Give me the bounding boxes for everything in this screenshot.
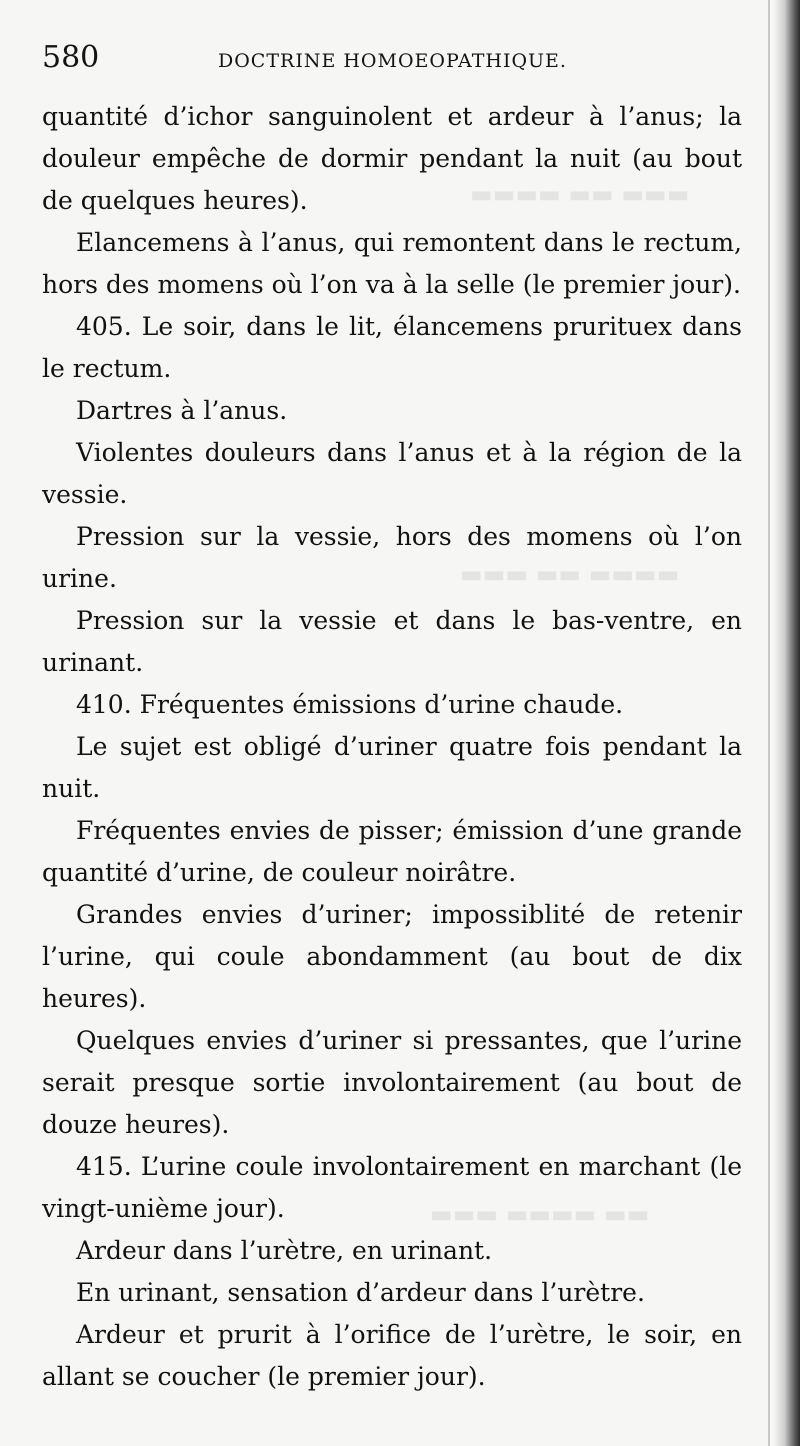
paragraph: quantité d’ichor sanguinolent et ardeur à l’anus; la douleur empêche de dormir pendant la nuit (au bout de quelques heures). xyxy=(42,102,742,215)
paragraph: Le sujet est obligé d’uriner quatre fois pendant la nuit. xyxy=(42,732,742,803)
running-head: DOCTRINE HOMOEOPATHIQUE. xyxy=(218,50,567,72)
paragraph: 415. L’urine coule involontairement en marchant (le vingt-unième jour). xyxy=(42,1152,742,1223)
page-number: 580 xyxy=(42,40,100,75)
paragraph: En urinant, sensation d’ardeur dans l’urètre. xyxy=(76,1278,645,1307)
paragraph: Dartres à l’anus. xyxy=(76,396,288,425)
paragraph: Grandes envies d’uriner; impossiblité de retenir l’urine, qui coule abondamment (au bout de dix heures). xyxy=(42,900,742,1013)
book-spine-edge xyxy=(774,0,800,1446)
paragraph: Fréquentes envies de pisser; émission d’une grande quantité d’urine, de couleur noirâtre. xyxy=(42,816,742,887)
paragraph: Ardeur dans l’urètre, en urinant. xyxy=(76,1236,493,1265)
page-header xyxy=(42,40,742,84)
show-through-mark: ▬▬▬ ▬▬ ▬▬▬▬ xyxy=(470,180,690,208)
paragraph: Violentes douleurs dans l’anus et à la région de la vessie. xyxy=(42,438,742,509)
paragraph: Quelques envies d’uriner si pressantes, que l’urine serait presque sortie involontairement (au bout de douze heures). xyxy=(42,1026,742,1139)
page-edge-shadow xyxy=(768,0,770,1446)
paragraph: Ardeur et prurit à l’orifice de l’urètre, le soir, en allant se coucher (le premier jour). xyxy=(42,1320,742,1391)
paragraph: Pression sur la vessie, hors des momens où l’on urine. xyxy=(42,522,742,593)
paragraph: Elancemens à l’anus, qui remontent dans le rectum, hors des momens où l’on va à la selle (le premier jour). xyxy=(42,228,742,299)
paragraph: Pression sur la vessie et dans le bas-ventre, en urinant. xyxy=(42,606,742,677)
paragraph: 410. Fréquentes émissions d’urine chaude. xyxy=(76,690,624,719)
show-through-mark: ▬▬▬▬ ▬▬ ▬▬▬ xyxy=(460,560,680,588)
body-text xyxy=(42,96,742,1398)
paragraph: 405. Le soir, dans le lit, élancemens prurituex dans le rectum. xyxy=(42,312,742,383)
show-through-mark: ▬▬ ▬▬▬▬ ▬▬▬ xyxy=(430,1200,650,1228)
